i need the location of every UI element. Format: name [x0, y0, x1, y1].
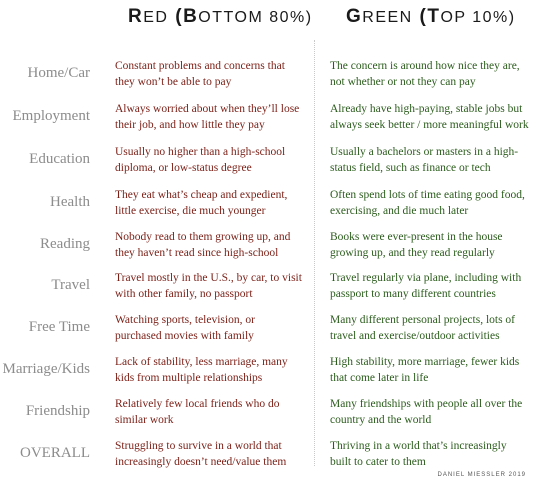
red-cell: Struggling to survive in a world that increasingly doesn’t need/value them — [115, 440, 287, 468]
row-label: Health — [50, 194, 90, 210]
row-label: OVERALL — [20, 445, 90, 461]
green-cell: Already have high-paying, stable jobs but always seek better / more meaningful work — [330, 103, 529, 131]
header-red-word: ED — [143, 9, 169, 26]
author-signature: DANIEL MIESSLER 2019 — [437, 472, 526, 478]
green-cell: Thriving in a world that’s increasingly built to cater to them — [330, 440, 507, 468]
row-label: Employment — [12, 108, 90, 124]
green-cell: Often spend lots of time eating good food, exercising, and die much later — [330, 189, 525, 217]
table-row — [0, 187, 540, 227]
header-green-initial: G — [346, 6, 363, 27]
row-label: Free Time — [28, 319, 90, 335]
row-label: Travel — [51, 277, 90, 293]
green-cell: High stability, more marriage, fewer kids that come later in life — [330, 356, 520, 384]
table-row — [0, 58, 540, 98]
red-cell: Lack of stability, less marriage, many kids from multiple relationships — [115, 356, 288, 384]
red-cell: Relatively few local friends who do similar work — [115, 398, 280, 426]
table-row — [0, 101, 540, 141]
red-cell: Nobody read to them growing up, and they haven’t read since high-school — [115, 231, 291, 259]
header-red-paren: (B — [168, 6, 199, 27]
header-red-initial: R — [128, 6, 144, 27]
table-row — [0, 144, 540, 184]
green-cell: Books were ever-present in the house growing up, and they read regularly — [330, 231, 503, 259]
green-cell: Many friendships with people all over the country and the world — [330, 398, 523, 426]
header-green-subtitle: OP 10%) — [440, 9, 516, 26]
red-cell: Constant problems and concerns that they won’t be able to pay — [115, 60, 285, 88]
row-label: Friendship — [25, 403, 90, 419]
green-cell: The concern is around how nice they are, not whether or not they can pay — [330, 60, 520, 88]
red-cell: Travel mostly in the U.S., by car, to visit with other family, no passport — [115, 272, 302, 300]
red-cell: Usually no higher than a high-school diploma, or low-status degree — [115, 146, 286, 174]
row-label: Marriage/Kids — [2, 361, 90, 377]
green-cell: Many different personal projects, lots of travel and exercise/outdoor activities — [330, 314, 516, 342]
table-row — [0, 312, 540, 352]
table-row — [0, 396, 540, 436]
table-row — [0, 270, 540, 310]
green-cell: Usually a bachelors or masters in a high- status field, such as finance or tech — [330, 146, 519, 174]
table-row — [0, 354, 540, 394]
header-green-paren: (T — [412, 6, 441, 27]
header-green-word: REEN — [362, 9, 413, 26]
green-cell: Travel regularly via plane, including with passport to many different countries — [330, 272, 522, 300]
header-green-column — [346, 6, 516, 34]
red-cell: They eat what’s cheap and expedient, little exercise, die much younger — [115, 189, 288, 217]
red-cell: Always worried about when they’ll lose their job, and how little they pay — [115, 103, 300, 131]
header-red-subtitle: OTTOM 80%) — [198, 9, 313, 26]
red-cell: Watching sports, television, or purchased movies with family — [115, 314, 255, 342]
row-label: Home/Car — [27, 65, 90, 81]
table-row — [0, 229, 540, 269]
row-label: Education — [29, 151, 90, 167]
row-label: Reading — [40, 236, 90, 252]
header-red-column — [128, 6, 313, 34]
